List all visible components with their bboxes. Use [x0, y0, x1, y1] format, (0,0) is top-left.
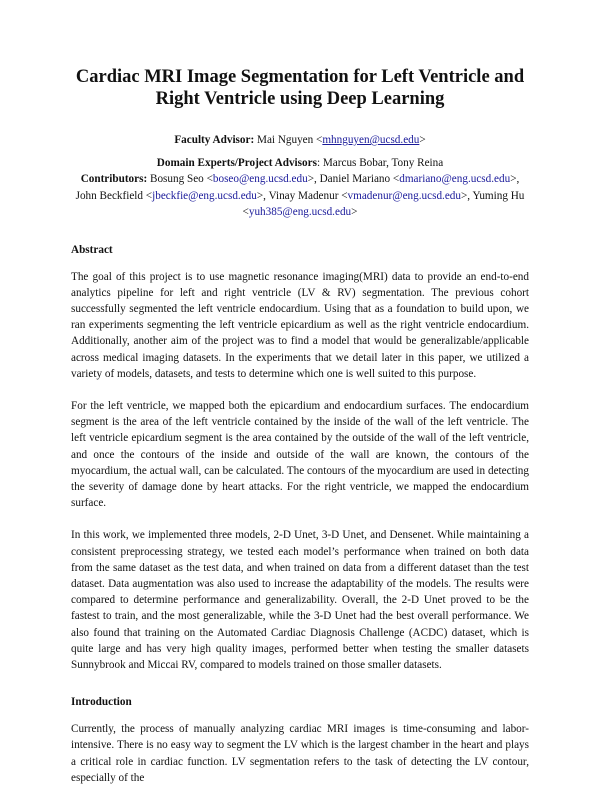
- contributors-line: [71, 171, 529, 221]
- contributors-label: Contributors:: [80, 173, 148, 185]
- contributor-email-link[interactable]: jbeckfie@eng.ucsd.edu: [152, 189, 257, 202]
- domain-experts-label: Domain Experts/Project Advisors: [156, 156, 317, 169]
- faculty-advisor-line: [71, 132, 529, 149]
- faculty-advisor-label: Faculty Advisor:: [174, 134, 255, 146]
- contributor-email-link[interactable]: boseo@eng.ucsd.edu: [212, 173, 308, 185]
- contributors-close: >: [351, 206, 358, 218]
- faculty-advisor-close: >: [419, 134, 426, 146]
- paper-title: Cardiac MRI Image Segmentation for Left Ventricle and Right Ventricle using Deep Learning: [75, 67, 525, 109]
- abstract-paragraph-2: For the left ventricle, we mapped both the epicardium and endocardium surfaces. The endocardium segment is the area of the left ventricle contained by the inside of the wall of the left ventricle. The left ventricle epicardium segment is the area contained by the outside of the wall of the left ventricle, and once the contours of the inside and outside of the wall are known, the contours of the myocardium, the actual wall, can be calculated. The contours of the myocardium are used in detecting the severity of damage done by heart attacks. For the right ventricle, we mapped the endocardium surface.: [71, 399, 529, 510]
- contributor-name: >, John Beckfield <: [75, 173, 520, 202]
- contributor-email-link[interactable]: yuh385@eng.ucsd.edu: [248, 206, 352, 218]
- introduction-heading: Introduction: [71, 696, 132, 709]
- contributor-name: >, Yuming Hu <: [242, 189, 525, 218]
- domain-experts-line: [71, 155, 529, 172]
- abstract-paragraph-3: In this work, we implemented three models, 2-D Unet, 3-D Unet, and Densenet. While maintaining a consistent preprocessing strategy, we tested each model’s performance when trained on both data from the same dataset as the test data, and when trained on data from a different dataset than the test dataset. Data augmentation was also used to increase the adaptability of the models. The results were compared to determine performance and generalizability. Overall, the 2-D Unet proved to be the fastest to train, and the most generalizable, while the 3-D Unet had the best overall performance. We also found that training on the Automated Cardiac Diagnosis Challenge (ACDC) dataset, which is quite large and has very high quality images, performed better when testing the smaller datasets Sunnybrook and Miccai RV, compared to models trained on those smaller datasets.: [71, 529, 529, 671]
- contributor-email-link[interactable]: dmariano@eng.ucsd.edu: [399, 173, 511, 185]
- author-block: [71, 132, 529, 221]
- faculty-advisor-name: Mai Nguyen <: [254, 134, 323, 146]
- contributor-name: Bosung Seo <: [147, 173, 213, 185]
- domain-experts-names: : Marcus Bobar, Tony Reina: [316, 156, 444, 169]
- contributor-name: >, Vinay Madenur <: [256, 189, 348, 202]
- abstract-paragraph-1: The goal of this project is to use magnetic resonance imaging(MRI) data to provide an end-to-end analytics pipeline for left and right ventricle (LV & RV) segmentation. The previous cohort successfully segmented the left ventricle endocardium. Using that as a foundation to build upon, we ran experiments segmenting the left ventricle epicardium as well as the right ventricle endocardium. Additionally, another aim of the project was to find a model that would be generalizable/applicable across medical imaging datasets. In the experiments that we detail later in this paper, we utilized a variety of models, datasets, and tests to determine which one is well suited to this purpose.: [71, 270, 529, 380]
- contributor-name: >, Daniel Mariano <: [307, 173, 400, 185]
- contributor-email-link[interactable]: vmadenur@eng.ucsd.edu: [347, 189, 461, 202]
- introduction-paragraph-1: Currently, the process of manually analyzing cardiac MRI images is time-consuming and labor-intensive. There is no easy way to segment the LV which is the largest chamber in the heart and plays a critical role in cardiac function. LV segmentation refers to the task of detecting the LV contour, especially of the: [71, 723, 529, 784]
- faculty-advisor-email-link[interactable]: mhnguyen@ucsd.edu: [322, 134, 420, 146]
- abstract-heading: Abstract: [71, 243, 113, 256]
